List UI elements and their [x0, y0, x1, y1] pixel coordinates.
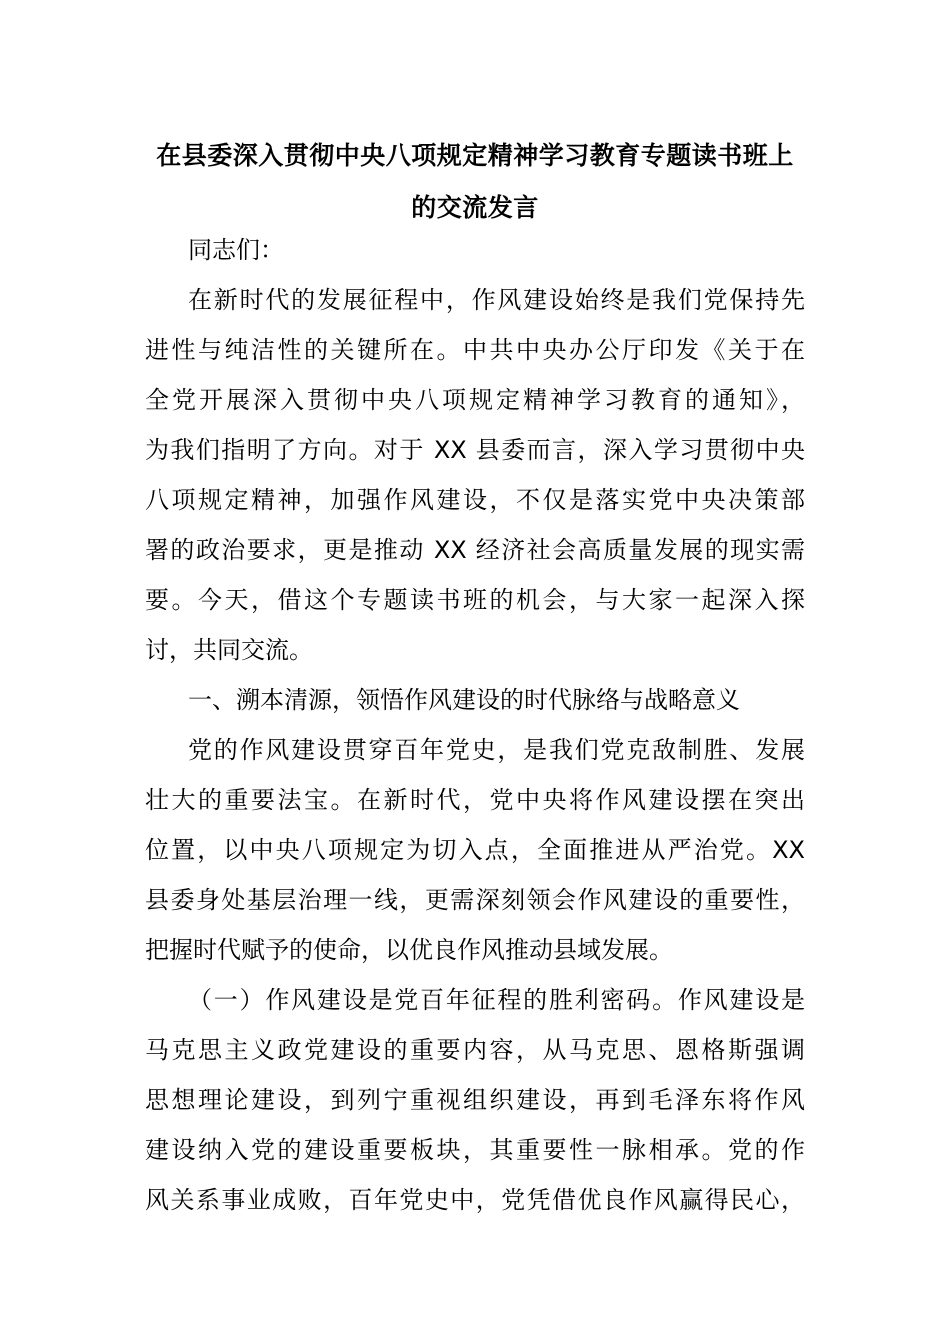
- body-line: 党的作风建设贯穿百年党史，是我们党克敌制胜、发展: [188, 736, 805, 764]
- body-line: 要。今天，借这个专题读书班的机会，与大家一起深入探: [145, 586, 805, 614]
- body-line: 县委身处基层治理一线，更需深刻领会作风建设的重要性，: [145, 886, 805, 914]
- body-line: 思想理论建设，到列宁重视组织建设，再到毛泽东将作风: [145, 1086, 805, 1114]
- body-line: 同志们：: [188, 236, 284, 264]
- body-line: 为我们指明了方向。对于 XX 县委而言，深入学习贯彻中央: [145, 436, 805, 464]
- body-line: （一）作风建设是党百年征程的胜利密码。作风建设是: [188, 986, 805, 1014]
- body-line: 八项规定精神，加强作风建设，不仅是落实党中央决策部: [145, 486, 805, 514]
- body-line: 全党开展深入贯彻中央八项规定精神学习教育的通知》，: [145, 386, 805, 414]
- body-line: 一、溯本清源，领悟作风建设的时代脉络与战略意义: [188, 686, 740, 714]
- body-line: 建设纳入党的建设重要板块，其重要性一脉相承。党的作: [145, 1136, 805, 1164]
- document-body: [145, 225, 805, 1225]
- title-line: 的交流发言: [411, 193, 539, 222]
- body-line: 把握时代赋予的使命，以优良作风推动县域发展。: [145, 936, 673, 964]
- body-line: 位置，以中央八项规定为切入点，全面推进从严治党。XX: [145, 836, 805, 864]
- body-line: 风关系事业成败，百年党史中，党凭借优良作风赢得民心，: [145, 1186, 805, 1214]
- body-line: 壮大的重要法宝。在新时代，党中央将作风建设摆在突出: [145, 786, 805, 814]
- title-line: 在县委深入贯彻中央八项规定精神学习教育专题读书班上: [156, 141, 794, 170]
- body-line: 在新时代的发展征程中，作风建设始终是我们党保持先: [188, 286, 805, 314]
- body-line: 讨，共同交流。: [145, 636, 313, 664]
- body-line: 进性与纯洁性的关键所在。中共中央办公厅印发《关于在: [145, 336, 805, 364]
- body-line: 署的政治要求，更是推动 XX 经济社会高质量发展的现实需: [145, 536, 805, 564]
- body-line: 马克思主义政党建设的重要内容，从马克思、恩格斯强调: [145, 1036, 805, 1064]
- document-title: [145, 130, 805, 234]
